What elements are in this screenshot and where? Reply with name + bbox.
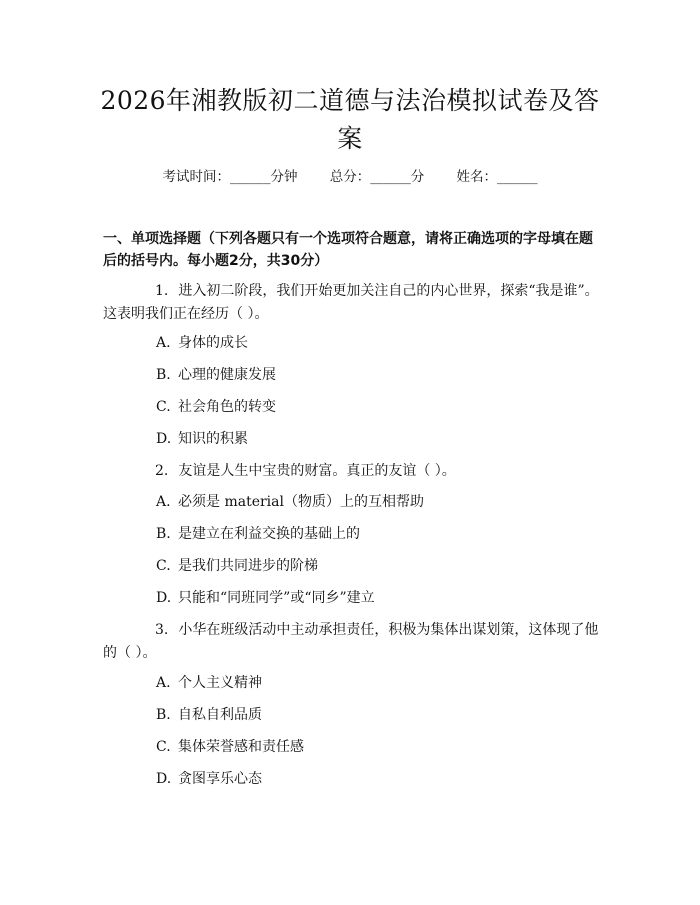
option-text: 贪图享乐心态 <box>178 771 262 787</box>
exam-score-field: 总分：______分 <box>329 169 425 185</box>
option-text: 知识的积累 <box>178 431 248 447</box>
option-letter: A. <box>156 335 171 351</box>
question-1-option-d <box>156 429 596 449</box>
question-1 <box>103 280 603 326</box>
option-letter: D. <box>156 590 172 606</box>
option-letter: C. <box>156 739 171 755</box>
option-text: 心理的健康发展 <box>178 367 276 383</box>
option-letter: C. <box>156 558 171 574</box>
option-text: 只能和“同班同学”或“同乡”建立 <box>178 590 375 606</box>
exam-name-field: 姓名：______ <box>456 169 538 185</box>
question-2-option-d <box>156 588 596 608</box>
option-letter: B. <box>156 707 171 723</box>
question-3-option-b <box>156 705 596 725</box>
option-text: 是建立在利益交换的基础上的 <box>178 526 360 542</box>
exam-info-line <box>0 167 700 187</box>
exam-time-field: 考试时间：______分钟 <box>162 169 298 185</box>
question-text: 友谊是人生中宝贵的财富。真正的友谊（ ）。 <box>178 463 456 479</box>
question-1-option-b <box>156 365 596 385</box>
question-text: 小华在班级活动中主动承担责任，积极为集体出谋划策，这体现了他的（ ）。 <box>103 622 599 661</box>
option-text: 个人主义精神 <box>178 675 262 691</box>
section-heading: 一、单项选择题（下列各题只有一个选项符合题意，请将正确选项的字母填在题后的括号内。每小题2分，共30分） <box>103 231 593 269</box>
question-3-option-c <box>156 737 596 757</box>
question-1-option-a <box>156 333 596 353</box>
question-2-option-b <box>156 524 596 544</box>
option-letter: D. <box>156 431 172 447</box>
option-letter: B. <box>156 526 171 542</box>
question-3 <box>103 619 603 665</box>
page-title: 2026年湘教版初二道德与法治模拟试卷及答案 <box>100 86 600 153</box>
question-3-option-a <box>156 673 596 693</box>
question-2-option-a <box>156 492 596 512</box>
option-text: 必须是 material（物质）上的互相帮助 <box>178 494 424 510</box>
question-2-option-c <box>156 556 596 576</box>
option-letter: B. <box>156 367 171 383</box>
question-text: 进入初二阶段，我们开始更加关注自己的内心世界，探索“我是谁”。这表明我们正在经历（ ）。 <box>103 283 599 322</box>
option-text: 身体的成长 <box>178 335 248 351</box>
option-letter: C. <box>156 399 171 415</box>
question-number: 1. <box>155 283 169 299</box>
option-letter: A. <box>156 494 171 510</box>
option-text: 自私自利品质 <box>178 707 262 723</box>
option-letter: D. <box>156 771 172 787</box>
option-letter: A. <box>156 675 171 691</box>
question-1-option-c <box>156 397 596 417</box>
question-3-option-d <box>156 769 596 789</box>
option-text: 集体荣誉感和责任感 <box>178 739 304 755</box>
question-number: 2. <box>155 463 169 479</box>
option-text: 是我们共同进步的阶梯 <box>178 558 318 574</box>
option-text: 社会角色的转变 <box>178 399 276 415</box>
question-number: 3. <box>155 622 169 638</box>
question-2 <box>103 460 603 483</box>
